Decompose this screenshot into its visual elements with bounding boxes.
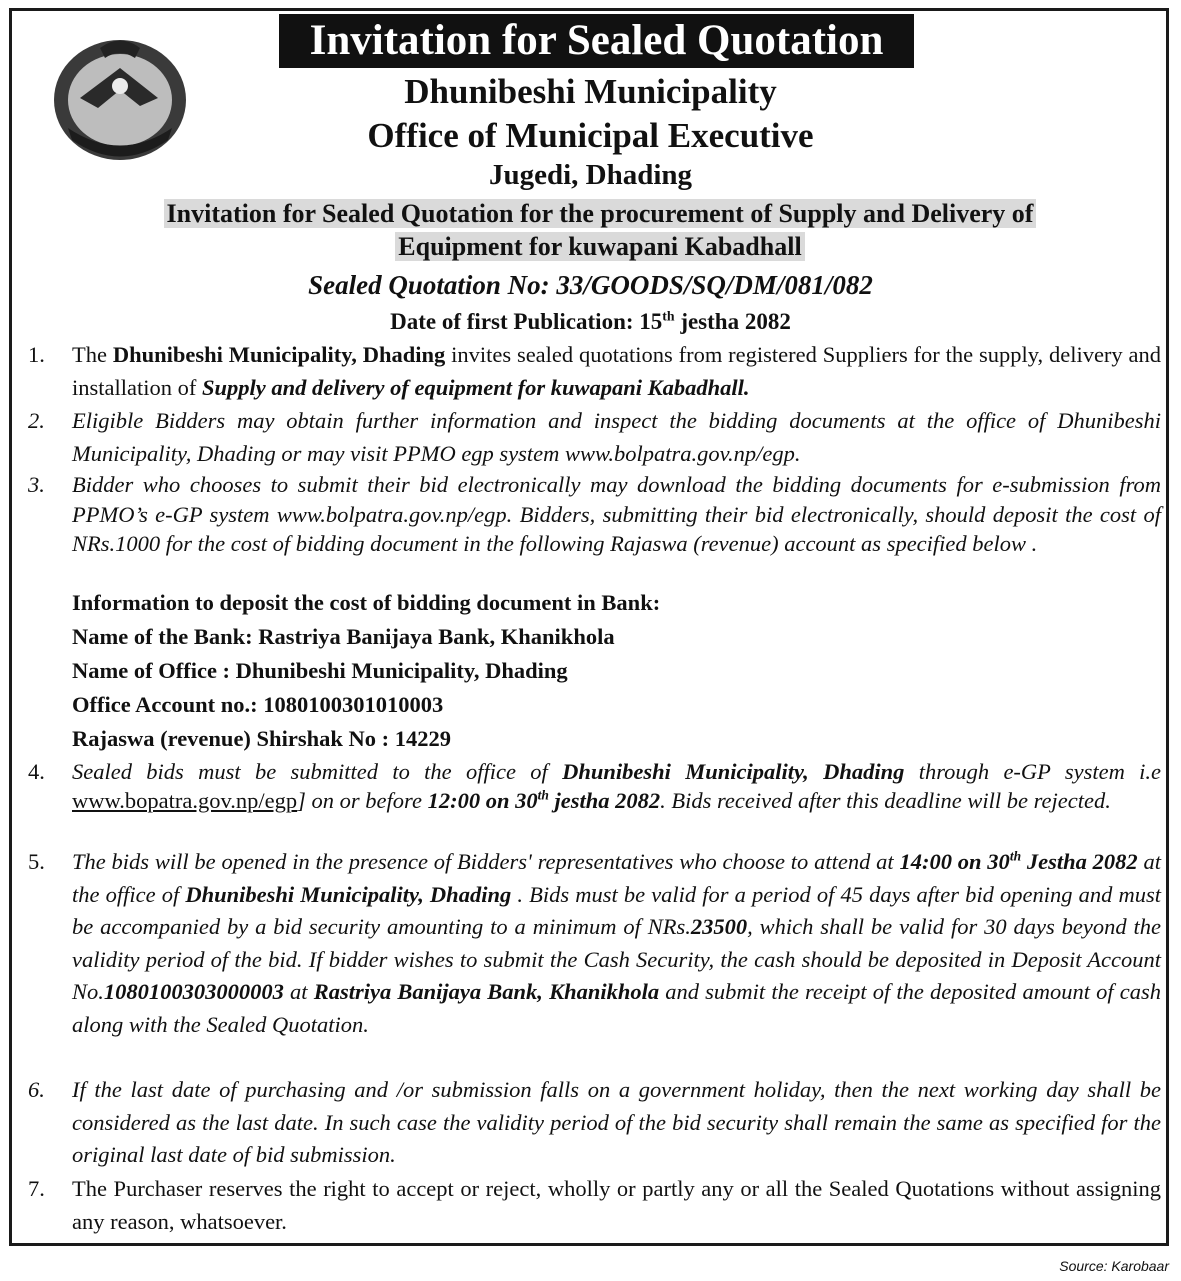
list-item-7: 7. The Purchaser reserves the right to accept or reject, wholly or partly any or all the Sealed Quotations without assigning any reason, whatsoever.	[28, 1176, 1161, 1234]
subject-line-2: Equipment for kuwapani Kabadhall	[100, 232, 1100, 262]
list-item-2: 2. Eligible Bidders may obtain further information and inspect the bidding documents at the office of Dhunibeshi Municipality, Dhading or may visit PPMO egp system www.bolpatra.gov.np/egp.	[28, 408, 1161, 466]
source-credit: Source: Karobaar	[1059, 1258, 1169, 1274]
deposit-bank: Name of the Bank: Rastriya Banijaya Bank, Khanikhola	[72, 624, 615, 649]
deposit-account: Office Account no.: 1080100301010003	[72, 692, 444, 717]
subject-line-1: Invitation for Sealed Quotation for the procurement of Supply and Delivery of	[100, 199, 1100, 229]
deposit-office: Name of Office : Dhunibeshi Municipality, Dhading	[72, 658, 568, 683]
municipality-name: Dhunibeshi Municipality	[404, 72, 777, 111]
list-item-4: 4. Sealed bids must be submitted to the office of Dhunibeshi Municipality, Dhading through e-GP system i.e www.bopatra.gov.np/egp] on or before 12:00 on 30th jestha 2082. Bids received after this deadline will be rejected.	[28, 759, 1161, 813]
quotation-number: Sealed Quotation No: 33/GOODS/SQ/DM/081/082	[308, 270, 873, 300]
office-location: Jugedi, Dhading	[488, 159, 693, 191]
notice-banner: Invitation for Sealed Quotation	[279, 14, 914, 68]
list-item-5: 5. The bids will be opened in the presence of Bidders' representatives who choose to attend at 14:00 on 30th Jestha 2082 at the office of Dhunibeshi Municipality, Dhading . Bids must be valid for a period of 45 days after bid opening and must be accompanied by a bid security amounting to a minimum of NRs.23500, which shall be valid for 30 days beyond the validity period of the bid. If bidder wishes to submit the Cash Security, the cash should be deposited in Deposit Account No.1080100303000003 at Rastriya Banijaya Bank, Khanikhola and submit the receipt of the deposited amount of cash along with the Sealed Quotation.	[28, 848, 1162, 1037]
list-item-3: 3. Bidder who chooses to submit their bid electronically may download the bidding documents for e-submission from PPMO’s e-GP system www.bolpatra.gov.np/egp. Bidders, submitting their bid electronically, should deposit the cost of NRs.1000 for the cost of bidding document in the following Rajaswa (revenue) account as specified below .	[28, 472, 1161, 556]
office-name: Office of Municipal Executive	[367, 116, 814, 155]
list-item-6: 6. If the last date of purchasing and /or submission falls on a government holiday, then the next working day shall be considered as the last date. In such case the validity period of the bid security shall remain the same as specified for the original last date of bid submission.	[28, 1077, 1161, 1167]
egp-link[interactable]: www.bopatra.gov.np/egp	[72, 788, 298, 813]
publication-date: Date of first Publication: 15th jestha 2082	[390, 308, 791, 334]
deposit-rajaswa: Rajaswa (revenue) Shirshak No : 14229	[72, 726, 451, 751]
list-item-1: 1. The Dhunibeshi Municipality, Dhading invites sealed quotations from registered Suppliers for the supply, delivery and installation of Supply and delivery of equipment for kuwapani Kabadhall.	[28, 342, 1161, 400]
deposit-heading: Information to deposit the cost of bidding document in Bank:	[72, 590, 661, 615]
